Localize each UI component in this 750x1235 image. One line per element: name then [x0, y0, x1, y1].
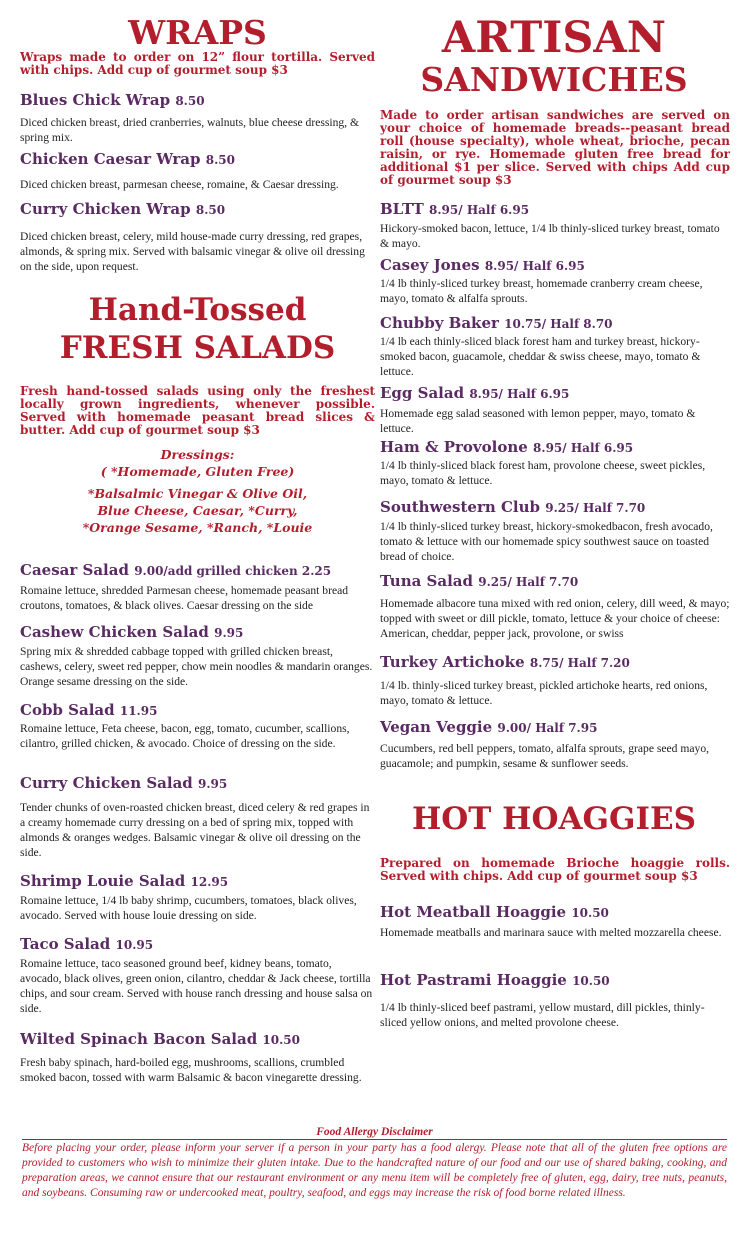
salads-intro: Fresh hand-tossed salads using only the freshest locally grown ingredients, whenever possible. Served with homemade peasant bread slices & butter. Add cup of gourmet soup $3	[20, 384, 375, 437]
item-description: 1/4 lb thinly-sliced turkey breast, hickory-smokedbacon, fresh avocado, tomato & lettuce with our homemade spicy southwest sauce on toasted bread of choice.	[380, 520, 713, 563]
divider	[22, 1139, 727, 1140]
item-title: Curry Chicken Salad 9.95	[20, 774, 228, 792]
item-description: Diced chicken breast, celery, mild house-made curry dressing, red grapes, almonds, & spring mix. Served with balsamic vinegar & olive oil dressing on the side, upon request.	[20, 230, 365, 273]
salads-title-line1: Hand-Tossed	[88, 292, 307, 328]
item-title: BLTT 8.95/ Half 6.95	[380, 200, 530, 218]
item-description: Spring mix & shredded cabbage topped with grilled chicken breast, cashews, celery, sweet red pepper, chow mein noodles & mandarin oranges. Orange sesame dressing on the side.	[20, 645, 373, 688]
item-description: Diced chicken breast, dried cranberries, walnuts, blue cheese dressing, & spring mix.	[20, 116, 359, 144]
sandwiches-intro: Made to order artisan sandwiches are served on your choice of homemade breads--peasant bread roll (house specialty), whole wheat, brioche, pecan raisin, or rye. Homemade gluten free bread for additional $1 per slice. Served with chips Add cup of gourmet soup $3	[380, 108, 730, 187]
item-description: 1/4 lb thinly-sliced black forest ham, provolone cheese, sweet pickles, mayo, tomato & lettuce.	[380, 459, 706, 487]
item-description: 1/4 lb each thinly-sliced black forest ham and turkey breast, hickory-smoked bacon, guacamole, cheddar & swiss cheese, mayo, tomato & lettuce.	[380, 335, 701, 378]
item-title: Wilted Spinach Bacon Salad 10.50	[20, 1030, 300, 1048]
menu-item	[380, 718, 730, 771]
item-description: Hickory-smoked bacon, lettuce, 1/4 lb thinly-sliced turkey breast, tomato & mayo.	[380, 222, 720, 250]
item-title: Egg Salad 8.95/ Half 6.95	[380, 384, 570, 402]
dressings-line: *Orange Sesame, *Ranch, *Louie	[82, 520, 313, 535]
item-description: Diced chicken breast, parmesan cheese, romaine, & Caesar dressing.	[20, 178, 339, 191]
item-description: Romaine lettuce, 1/4 lb baby shrimp, cucumbers, tomatoes, black olives, avocado. Served with house louie dressing on side.	[20, 894, 357, 922]
hoagies-title: HOT HOAGGIES	[412, 801, 696, 837]
item-description: 1/4 lb thinly-sliced turkey breast, homemade cranberry cream cheese, mayo, tomato & alfalfa sprouts.	[380, 277, 703, 305]
item-description: Romaine lettuce, shredded Parmesan cheese, homemade peasant bread croutons, tomatoes, & black olives. Caesar dressing on the side	[20, 584, 349, 612]
menu-item	[380, 256, 730, 306]
wraps-intro: Wraps made to order on 12” flour tortilla. Served with chips. Add cup of gourmet soup $3	[20, 50, 375, 77]
item-description: 1/4 lb thinly-sliced beef pastrami, yellow mustard, dill pickles, thinly-sliced yellow onions, and melted provolone cheese.	[380, 1001, 705, 1029]
dressings-block	[20, 446, 375, 536]
item-title: Chicken Caesar Wrap 8.50	[20, 150, 235, 168]
menu-item	[380, 498, 730, 564]
item-description: Romaine lettuce, taco seasoned ground beef, kidney beans, tomato, avocado, black olives, green onion, cilantro, cheddar & Jack cheese, tortilla chips, and sour cream. Served with house ranch dressing and house salsa on side.	[20, 957, 373, 1015]
item-title: Taco Salad 10.95	[20, 935, 154, 953]
allergy-disclaimer	[22, 1125, 727, 1201]
item-description: 1/4 lb. thinly-sliced turkey breast, pickled artichoke hearts, red onions, mayo, tomato & lettuce.	[380, 679, 708, 707]
menu-item	[20, 935, 375, 1016]
item-title: Hot Pastrami Hoaggie 10.50	[380, 971, 610, 989]
menu-item	[380, 314, 730, 379]
menu-item	[380, 572, 730, 641]
item-title: Casey Jones 8.95/ Half 6.95	[380, 256, 585, 274]
salads-title-line2: FRESH SALADS	[59, 330, 336, 366]
dressings-note: ( *Homemade, Gluten Free)	[100, 464, 295, 479]
menu-item	[20, 701, 375, 751]
dressings-line: *Balsalmic Vinegar & Olive Oil,	[87, 486, 308, 501]
dressings-line: Blue Cheese, Caesar, *Curry,	[97, 503, 298, 518]
menu-item	[20, 623, 375, 689]
menu-item	[20, 561, 375, 613]
item-description: Cucumbers, red bell peppers, tomato, alfalfa sprouts, grape seed mayo, guacamole; and pumpkin, sesame & sunflower seeds.	[380, 742, 710, 770]
menu-item	[20, 91, 375, 145]
item-description: Homemade egg salad seasoned with lemon pepper, mayo, tomato & lettuce.	[380, 407, 696, 435]
item-description: Romaine lettuce, Feta cheese, bacon, egg, tomato, cucumber, scallions, cilantro, grilled chicken, & avocado. Choice of dressing on the side.	[20, 722, 350, 750]
item-description: Homemade albacore tuna mixed with red onion, celery, dill weed, & mayo; topped with sweet or dill pickle, tomato, lettuce & your choice of cheese: American, cheddar, pepper jack, provolone, or swiss	[380, 597, 730, 640]
item-title: Chubby Baker 10.75/ Half 8.70	[380, 314, 613, 332]
disclaimer-text: Before placing your order, please inform your server if a person in your party has a food alergy. Please note that all of the gluten free options are provided to customers who wish to minimize their gluten intake. Due to the handcrafted nature of our food and our use of shared baking, cooking, and preparation areas, we cannot ensure that our restaurant environment or any menu item will be completely free of gluten, egg, dairy, tree nuts, peanuts, and soybeans. Consuming raw or undercooked meat, poultry, seafood, and eggs may increase the risk of food borne related illness.	[22, 1142, 727, 1199]
item-description: Homemade meatballs and marinara sauce with melted mozzarella cheese.	[380, 926, 722, 939]
item-title: Shrimp Louie Salad 12.95	[20, 872, 229, 890]
menu-item	[20, 774, 375, 860]
item-title: Blues Chick Wrap 8.50	[20, 91, 205, 109]
menu-item	[380, 438, 730, 488]
menu-item	[20, 200, 375, 274]
hoagies-intro: Prepared on homemade Brioche hoaggie rolls. Served with chips. Add cup of gourmet soup $3	[380, 856, 730, 883]
item-title: Cashew Chicken Salad 9.95	[20, 623, 244, 641]
item-title: Ham & Provolone 8.95/ Half 6.95	[380, 438, 634, 456]
item-title: Tuna Salad 9.25/ Half 7.70	[380, 572, 579, 590]
item-title: Vegan Veggie 9.00/ Half 7.95	[380, 718, 598, 736]
item-title: Cobb Salad 11.95	[20, 701, 158, 719]
menu-item	[380, 903, 730, 940]
item-title: Curry Chicken Wrap 8.50	[20, 200, 226, 218]
menu-item	[380, 971, 730, 1030]
menu-item	[380, 653, 730, 708]
menu-item	[20, 1030, 375, 1085]
item-title: Caesar Salad 9.00/add grilled chicken 2.25	[20, 561, 332, 579]
menu-item	[20, 150, 375, 192]
item-title: Hot Meatball Hoaggie 10.50	[380, 903, 609, 921]
menu-item	[380, 200, 730, 251]
sandwiches-title-line1: ARTISAN	[441, 13, 667, 63]
sandwiches-title-line2: SANDWICHES	[420, 60, 688, 99]
wraps-title: WRAPS	[128, 13, 267, 52]
item-description: Tender chunks of oven-roasted chicken breast, diced celery & red grapes in a creamy homemade curry dressing on a bed of spring mix, topped with almonds & oranges wedges. Balsamic vinegar & olive oil dressing on the side.	[20, 801, 370, 859]
menu-item	[20, 872, 375, 923]
item-title: Turkey Artichoke 8.75/ Half 7.20	[380, 653, 630, 671]
item-description: Fresh baby spinach, hard-boiled egg, mushrooms, scallions, crumbled smoked bacon, tossed with warm Balsamic & bacon vinegarette dressing.	[20, 1056, 362, 1084]
dressings-heading: Dressings:	[160, 447, 235, 462]
menu-item	[380, 384, 730, 436]
item-title: Southwestern Club 9.25/ Half 7.70	[380, 498, 646, 516]
disclaimer-title: Food Allergy Disclaimer	[316, 1126, 433, 1138]
